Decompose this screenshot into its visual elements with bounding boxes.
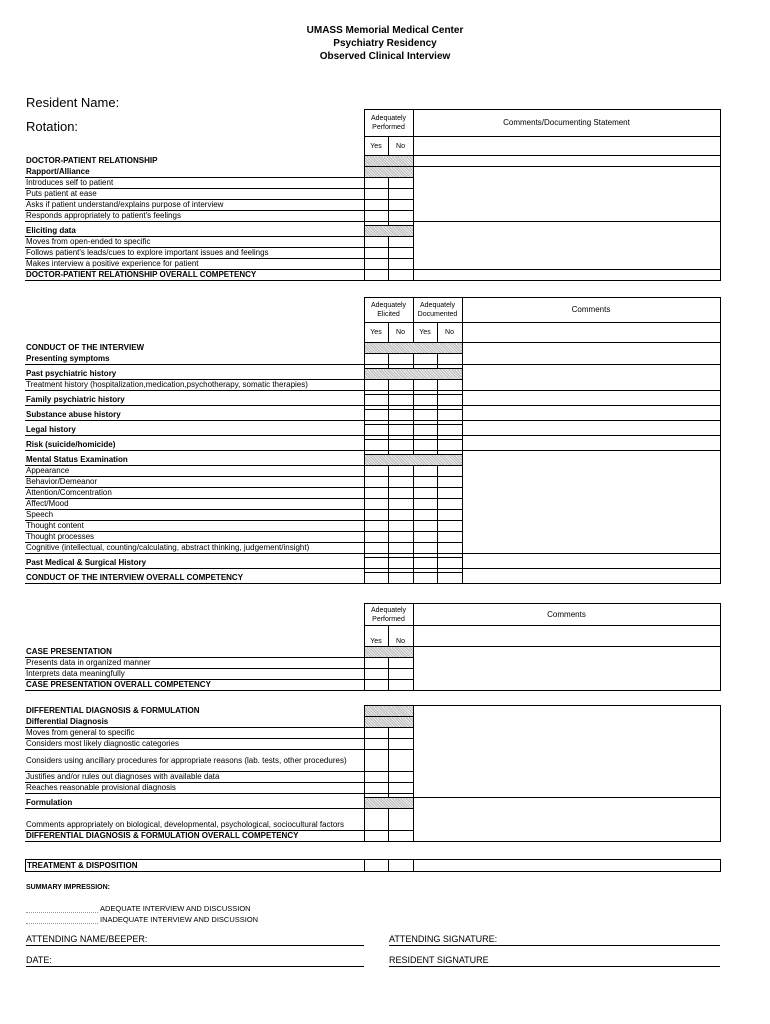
subsection-heading: Mental Status Examination: [25, 455, 364, 466]
yes-checkbox[interactable]: [364, 259, 388, 270]
no-checkbox[interactable]: [437, 440, 462, 451]
yes-checkbox[interactable]: [413, 425, 437, 436]
subsection-heading: Substance abuse history: [25, 410, 364, 421]
col-yes: Yes: [364, 323, 388, 343]
doctor-patient-table: [25, 109, 721, 281]
attending-name-field[interactable]: ATTENDING NAME/BEEPER:: [26, 934, 364, 946]
yes-checkbox[interactable]: [413, 380, 437, 391]
overall-competency-label: CASE PRESENTATION OVERALL COMPETENCY: [25, 680, 364, 691]
no-checkbox[interactable]: [437, 510, 462, 521]
no-checkbox[interactable]: [437, 410, 462, 421]
item-label: Thought content: [25, 521, 364, 532]
col-no: No: [388, 323, 413, 343]
no-checkbox[interactable]: [437, 488, 462, 499]
item-label: Interprets data meaningfully: [25, 669, 364, 680]
no-checkbox[interactable]: [437, 499, 462, 510]
yes-checkbox[interactable]: [413, 410, 437, 421]
yes-checkbox[interactable]: [364, 477, 388, 488]
overall-competency-label: DOCTOR-PATIENT RELATIONSHIP OVERALL COMPETENCY: [25, 270, 364, 281]
summary-impression-label: SUMMARY IMPRESSION:: [26, 884, 111, 891]
yes-checkbox[interactable]: [364, 466, 388, 477]
item-label: Affect/Mood: [25, 499, 364, 510]
treatment-table: [25, 859, 721, 872]
comments-cell[interactable]: [462, 421, 720, 436]
yes-checkbox[interactable]: [364, 739, 388, 750]
differential-diagnosis-table: [25, 705, 721, 842]
no-checkbox[interactable]: [388, 658, 413, 669]
yes-checkbox[interactable]: [413, 510, 437, 521]
yes-checkbox[interactable]: [413, 395, 437, 406]
yes-checkbox[interactable]: [364, 499, 388, 510]
no-checkbox[interactable]: [388, 200, 413, 211]
item-label: Attention/Comcentration: [25, 488, 364, 499]
no-checkbox[interactable]: [388, 510, 413, 521]
col-adequately-documented: Adequately Documented: [413, 298, 462, 323]
yes-checkbox[interactable]: [364, 510, 388, 521]
col-no: No: [388, 626, 413, 647]
col-comments: Comments/Documenting Statement: [413, 110, 720, 137]
resident-name-label: Resident Name:: [26, 95, 120, 110]
no-checkbox[interactable]: [388, 728, 413, 739]
yes-checkbox[interactable]: [364, 211, 388, 222]
no-checkbox[interactable]: [389, 860, 414, 872]
comments-cell[interactable]: [413, 222, 720, 270]
yes-checkbox[interactable]: [364, 669, 388, 680]
no-checkbox[interactable]: [388, 750, 413, 772]
no-checkbox[interactable]: [388, 477, 413, 488]
no-checkbox[interactable]: [388, 211, 413, 222]
no-checkbox[interactable]: [388, 410, 413, 421]
subsection-heading: Past Medical & Surgical History: [25, 558, 364, 569]
section-heading: CASE PRESENTATION: [25, 647, 364, 658]
no-checkbox[interactable]: [388, 772, 413, 783]
yes-checkbox[interactable]: [364, 189, 388, 200]
yes-checkbox[interactable]: [364, 558, 388, 569]
no-checkbox[interactable]: [388, 380, 413, 391]
no-checkbox[interactable]: [437, 466, 462, 477]
no-checkbox[interactable]: [437, 558, 462, 569]
col-adequately-performed: Adequately Performed: [364, 110, 413, 137]
yes-checkbox[interactable]: [413, 466, 437, 477]
no-checkbox[interactable]: [388, 669, 413, 680]
yes-checkbox[interactable]: [364, 521, 388, 532]
subsection-heading: Eliciting data: [25, 226, 364, 237]
attending-signature-field[interactable]: ATTENDING SIGNATURE:: [389, 934, 720, 946]
no-checkbox[interactable]: [388, 488, 413, 499]
no-checkbox[interactable]: [388, 395, 413, 406]
item-label: Thought processes: [25, 532, 364, 543]
subsection-heading: Rapport/Alliance: [25, 167, 364, 178]
yes-checkbox[interactable]: [413, 521, 437, 532]
form-title-institution: UMASS Memorial Medical Center: [306, 25, 464, 36]
no-checkbox[interactable]: [388, 259, 413, 270]
no-checkbox[interactable]: [388, 521, 413, 532]
yes-checkbox[interactable]: [413, 440, 437, 451]
no-checkbox[interactable]: [388, 558, 413, 569]
yes-checkbox[interactable]: [364, 248, 388, 259]
yes-checkbox[interactable]: [364, 658, 388, 669]
col-comments: Comments: [462, 298, 720, 323]
yes-checkbox[interactable]: [364, 178, 388, 189]
yes-checkbox[interactable]: [364, 783, 388, 794]
no-checkbox[interactable]: [388, 680, 413, 691]
no-checkbox[interactable]: [437, 354, 462, 365]
yes-checkbox[interactable]: [413, 354, 437, 365]
col-no: No: [388, 137, 413, 156]
no-checkbox[interactable]: [437, 425, 462, 436]
col-adequately-elicited: Adequately Elicited: [364, 298, 413, 323]
yes-checkbox[interactable]: [413, 499, 437, 510]
resident-signature-field[interactable]: RESIDENT SIGNATURE: [389, 955, 720, 967]
yes-checkbox[interactable]: [364, 831, 388, 842]
comments-cell[interactable]: [462, 451, 720, 554]
section-heading: DIFFERENTIAL DIAGNOSIS & FORMULATION: [26, 706, 200, 715]
yes-checkbox[interactable]: [364, 237, 388, 248]
form-title-program: Psychiatry Residency: [333, 38, 437, 49]
date-field[interactable]: DATE:: [26, 955, 364, 967]
yes-checkbox[interactable]: [413, 573, 437, 584]
no-checkbox[interactable]: [437, 395, 462, 406]
subsection-heading: Risk (suicide/homicide): [25, 440, 364, 451]
no-checkbox[interactable]: [437, 573, 462, 584]
no-checkbox[interactable]: [388, 573, 413, 584]
item-label: Considers most likely diagnostic categories: [25, 739, 364, 750]
subsection-heading: Differential Diagnosis: [25, 717, 364, 728]
treatment-disposition-label: TREATMENT & DISPOSITION: [26, 860, 365, 872]
item-label: Moves from open-ended to specific: [25, 237, 364, 248]
yes-checkbox[interactable]: [364, 543, 388, 554]
item-label: Responds appropriately to patient's feelings: [25, 211, 364, 222]
yes-checkbox[interactable]: [413, 558, 437, 569]
no-checkbox[interactable]: [388, 831, 413, 842]
yes-checkbox[interactable]: [365, 860, 389, 872]
no-checkbox[interactable]: [388, 270, 413, 281]
section-heading: DOCTOR-PATIENT RELATIONSHIP: [26, 156, 158, 165]
item-label: Asks if patient understand/explains purpose of interview: [25, 200, 364, 211]
comments-header-blank: [413, 137, 720, 156]
no-checkbox[interactable]: [388, 189, 413, 200]
no-checkbox[interactable]: [388, 237, 413, 248]
item-label: Makes interview a positive experience for patient: [25, 259, 364, 270]
col-yes: Yes: [413, 323, 437, 343]
inadequate-mark-line[interactable]: [26, 914, 98, 924]
item-label: Considers using ancillary procedures for appropriate reasons (lab. tests, other procedures): [25, 750, 364, 772]
subsection-heading: Family psychiatric history: [25, 395, 364, 406]
yes-checkbox[interactable]: [364, 440, 388, 451]
no-checkbox[interactable]: [437, 532, 462, 543]
case-presentation-table: [25, 603, 721, 691]
item-label: Comments appropriately on biological, developmental, psychological, sociocultural factors: [25, 809, 364, 831]
comments-cell[interactable]: [414, 860, 721, 872]
no-checkbox[interactable]: [437, 543, 462, 554]
yes-checkbox[interactable]: [364, 380, 388, 391]
subsection-heading: Legal history: [25, 425, 364, 436]
comments-cell[interactable]: [462, 365, 720, 391]
no-checkbox[interactable]: [388, 466, 413, 477]
no-checkbox[interactable]: [437, 380, 462, 391]
yes-checkbox[interactable]: [413, 477, 437, 488]
item-label: Presents data in organized manner: [25, 658, 364, 669]
adequate-option: ADEQUATE INTERVIEW AND DISCUSSION: [100, 904, 251, 913]
no-checkbox[interactable]: [437, 521, 462, 532]
no-checkbox[interactable]: [388, 178, 413, 189]
yes-checkbox[interactable]: [364, 772, 388, 783]
overall-competency-label: CONDUCT OF THE INTERVIEW OVERALL COMPETENCY: [25, 573, 364, 584]
yes-checkbox[interactable]: [364, 809, 388, 831]
rotation-label: Rotation:: [26, 119, 79, 134]
yes-checkbox[interactable]: [364, 573, 388, 584]
no-checkbox[interactable]: [388, 809, 413, 831]
yes-checkbox[interactable]: [364, 200, 388, 211]
comments-cell[interactable]: [413, 647, 720, 691]
item-label: Puts patient at ease: [25, 189, 364, 200]
subsection-heading: Past psychiatric history: [25, 369, 364, 380]
no-checkbox[interactable]: [388, 425, 413, 436]
item-label: Moves from general to specific: [25, 728, 364, 739]
no-checkbox[interactable]: [388, 532, 413, 543]
item-label: Justifies and/or rules out diagnoses with available data: [25, 772, 364, 783]
conduct-interview-table: [25, 297, 721, 584]
item-label: Speech: [25, 510, 364, 521]
yes-checkbox[interactable]: [364, 532, 388, 543]
comments-cell[interactable]: [462, 569, 720, 584]
col-comments: Comments: [413, 604, 720, 626]
subsection-heading: Presenting symptoms: [25, 354, 364, 365]
item-label: Follows patient's leads/cues to explore important issues and feelings: [25, 248, 364, 259]
item-label: Appearance: [25, 466, 364, 477]
no-checkbox[interactable]: [388, 440, 413, 451]
item-label: Treatment history (hospitalization,medication,psychotherapy, somatic therapies): [25, 380, 364, 391]
yes-checkbox[interactable]: [413, 532, 437, 543]
yes-checkbox[interactable]: [364, 680, 388, 691]
yes-checkbox[interactable]: [364, 425, 388, 436]
no-checkbox[interactable]: [388, 499, 413, 510]
col-yes: Yes: [364, 626, 388, 647]
no-checkbox[interactable]: [437, 477, 462, 488]
no-checkbox[interactable]: [388, 739, 413, 750]
comments-cell[interactable]: [462, 343, 720, 365]
inadequate-option: INADEQUATE INTERVIEW AND DISCUSSION: [100, 915, 259, 924]
yes-checkbox[interactable]: [364, 750, 388, 772]
yes-checkbox[interactable]: [364, 395, 388, 406]
no-checkbox[interactable]: [388, 543, 413, 554]
subsection-heading: Formulation: [25, 798, 364, 809]
no-checkbox[interactable]: [388, 248, 413, 259]
yes-checkbox[interactable]: [364, 354, 388, 365]
adequate-mark-line[interactable]: [26, 903, 98, 913]
yes-checkbox[interactable]: [364, 728, 388, 739]
item-label: Cognitive (intellectual, counting/calculating, abstract thinking, judgement/insight): [25, 543, 364, 554]
form-title-form: Observed Clinical Interview: [319, 51, 451, 62]
comments-cell[interactable]: [413, 798, 720, 842]
col-yes: Yes: [364, 137, 388, 156]
comments-cell[interactable]: [462, 554, 720, 569]
yes-checkbox[interactable]: [413, 543, 437, 554]
section-heading: CONDUCT OF THE INTERVIEW: [26, 343, 145, 352]
item-label: Introduces self to patient: [25, 178, 364, 189]
comments-cell[interactable]: [462, 391, 720, 406]
yes-checkbox[interactable]: [413, 488, 437, 499]
col-no: No: [437, 323, 462, 343]
item-label: Reaches reasonable provisional diagnosis: [25, 783, 364, 794]
col-adequately-performed: Adequately Performed: [364, 604, 413, 626]
item-label: Behavior/Demeanor: [25, 477, 364, 488]
overall-competency-label: DIFFERENTIAL DIAGNOSIS & FORMULATION OVERALL COMPETENCY: [25, 831, 364, 842]
yes-checkbox[interactable]: [364, 488, 388, 499]
comments-cell[interactable]: [413, 706, 720, 798]
comments-cell[interactable]: [462, 436, 720, 451]
comments-cell[interactable]: [462, 406, 720, 421]
no-checkbox[interactable]: [388, 783, 413, 794]
no-checkbox[interactable]: [388, 354, 413, 365]
yes-checkbox[interactable]: [364, 270, 388, 281]
yes-checkbox[interactable]: [364, 410, 388, 421]
comments-cell[interactable]: [413, 167, 720, 222]
